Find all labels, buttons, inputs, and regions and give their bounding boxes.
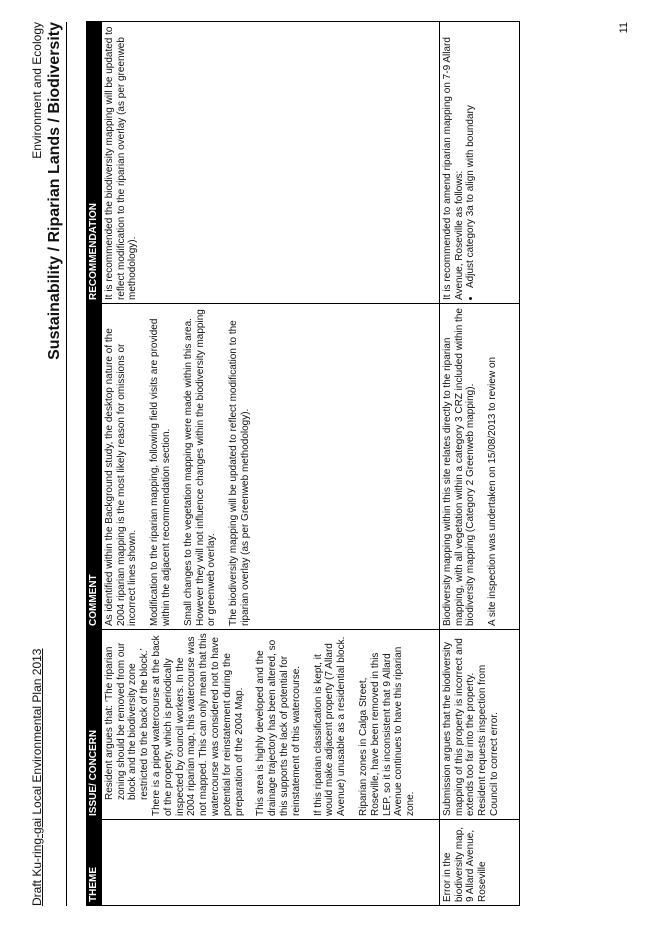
table-header-row <box>87 22 102 906</box>
plan-title: Draft Ku-ring-gai Local Environmental Plan 2013 <box>30 648 44 906</box>
row2-recommendation-intro: It is recommended to amend riparian mapping on 7-9 Allard Avenue, Roseville as follows: <box>441 37 465 300</box>
submissions-table <box>86 21 520 906</box>
column-header-comment: COMMENT <box>87 304 102 630</box>
row1-issue-para: If this riparian classification is kept, it would make adjacent property (7 Allard Avenue) unusable as a residential block. <box>312 636 348 816</box>
row2-recommendation-list <box>465 25 477 300</box>
row1-comment-para: Modification to the riparian mapping, following field visits are provided within the adjacent recommendation section. <box>149 318 172 626</box>
row2-comment-para: Biodiversity mapping within this site relates directly to the riparian mapping, with all vegetation within a category 3 CRZ included within the biodiversity mapping (Category 2 Greenweb mapping). <box>441 308 477 626</box>
table-row <box>101 22 439 906</box>
section-title: Environment and Ecology <box>30 22 44 159</box>
row1-comment <box>101 304 439 630</box>
column-header-recommendation: RECOMMENDATION <box>87 22 102 304</box>
table-row <box>439 22 519 906</box>
row1-issue-para: This area is highly developed and the drainage trajectory has been altered, so this supports the lack of potential for reinstatement of this watercourse. <box>255 639 302 816</box>
row2-comment <box>439 304 519 630</box>
row2-theme: Error in the biodiversity map, 9 Allard Avenue, Roseville <box>439 820 519 906</box>
page-number: 11 <box>618 22 630 34</box>
row2-issue: Submission argues that the biodiversity mapping of this property is incorrect and extends too far into the property. Resident requests inspection from Council to correct error. <box>439 630 519 820</box>
row1-recommendation: It is recommended the biodiversity mapping will be updated to reflect modification to the riparian overlay (as per greenweb methodology). <box>101 22 439 304</box>
row2-comment-para: A site inspection was undertaken on 15/08/2013 to review on <box>487 356 499 626</box>
column-header-theme: THEME <box>87 820 102 906</box>
row1-comment-para: The biodiversity mapping will be updated to reflect modification to the riparian overlay (as per Greenweb methodology). <box>228 320 251 626</box>
subsection-title: Sustainability / Riparian Lands / Biodiversity <box>46 22 63 360</box>
header-rule <box>66 22 67 906</box>
column-header-issue: ISSUE/ CONCERN <box>87 630 102 820</box>
row1-issue-para: Riparian zones in Calga Street, Roseville, have been removed in this LEP, so it is inconsistent that 9 Allard Avenue continues to have this riparian zone. <box>357 646 417 816</box>
row1-theme <box>101 820 439 906</box>
row1-issue-para: There is a piped watercourse at the back of the property, which is periodically inspected by council workers. In the 2004 riparian map, this watercourse was not mapped. This can only mean that this watercourse was considered not to have potential for reinstatement during the preparation of the 2004 Map. <box>150 633 245 816</box>
row1-issue-para: Resident argues that: ‘The riparian zoning should be removed from our block and the biodiversity zone restricted to the back of the block.’ <box>103 642 151 800</box>
row1-comment-para: As identified within the Background study, the desktop nature of the 2004 riparian mapping is the most likely reason for omissions or incorrect lines shown. <box>103 328 139 626</box>
row2-recommendation <box>439 22 519 304</box>
row2-recommendation-bullet: • Adjust category 3a to align with boundary <box>465 25 477 288</box>
row1-comment-para: Small changes to the vegetation mapping were made within this area. However they will not influence changes within the biodiversity mapping or greenweb overlay. <box>182 309 218 626</box>
row1-issue <box>101 630 439 820</box>
